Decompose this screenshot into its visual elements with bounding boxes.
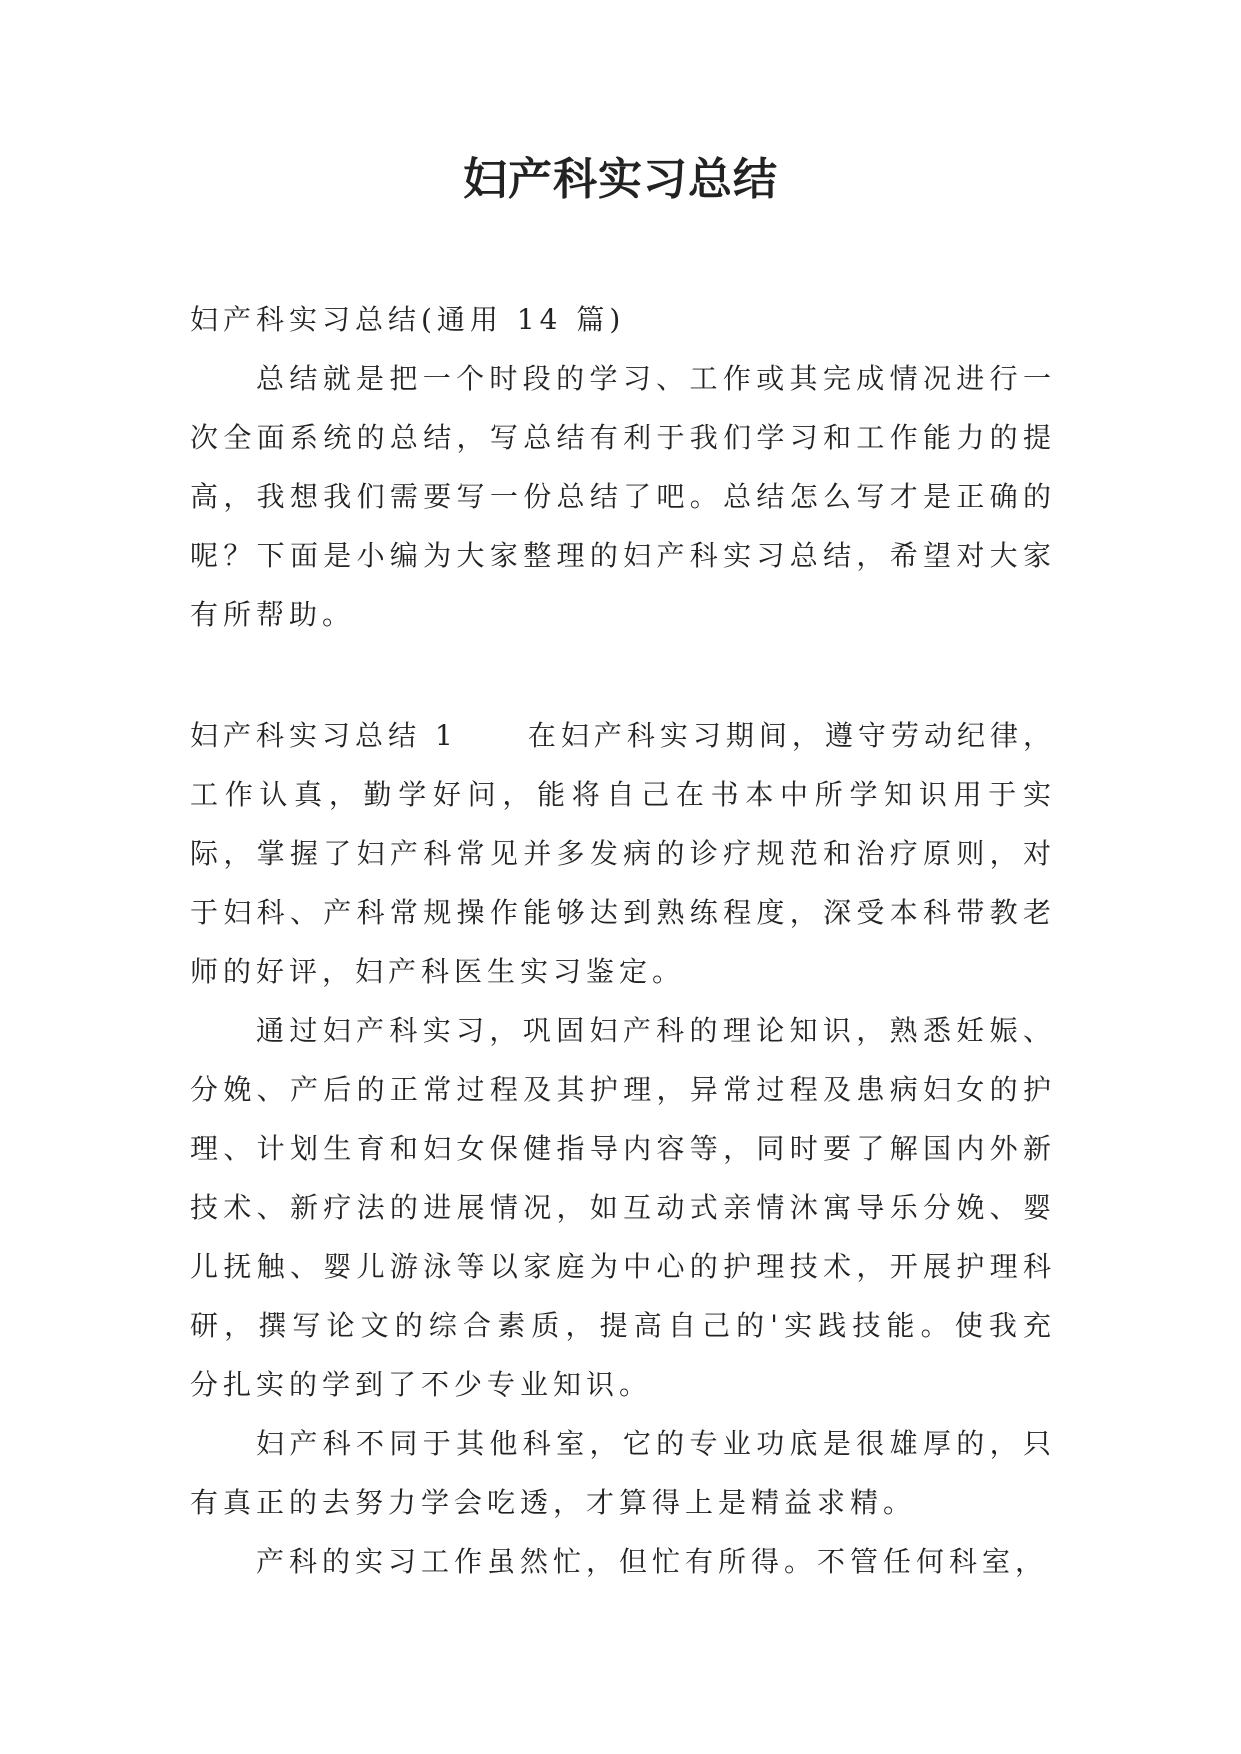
section-1-heading: 妇产科实习总结 1	[190, 719, 458, 752]
section-spacer	[190, 644, 1056, 706]
document-body	[190, 290, 1056, 1591]
section-1-paragraph: 产科的实习工作虽然忙，但忙有所得。不管任何科室，	[256, 1545, 1049, 1578]
document-title: 妇产科实习总结	[463, 154, 778, 205]
intro-paragraph: 总结就是把一个时段的学习、工作或其完成情况进行一次全面系统的总结，写总结有利于我们学习和工作能力的提高，我想我们需要写一份总结了吧。总结怎么写才是正确的呢？下面是小编为大家整理的妇产科实习总结，希望对大家有所帮助。	[190, 362, 1056, 631]
document-subtitle: 妇产科实习总结(通用 14 篇)	[190, 303, 626, 336]
section-1-paragraph: 通过妇产科实习，巩固妇产科的理论知识，熟悉妊娠、分娩、产后的正常过程及其护理，异常过程及患病妇女的护理、计划生育和妇女保健指导内容等，同时要了解国内外新技术、新疗法的进展情况，如互动式亲情沐寓导乐分娩、婴儿抚触、婴儿游泳等以家庭为中心的护理技术，开展护理科研，撰写论文的综合素质，提高自己的'实践技能。使我充分扎实的学到了不少专业知识。	[190, 1014, 1056, 1401]
section-1-paragraph: 妇产科不同于其他科室，它的专业功底是很雄厚的，只有真正的去努力学会吃透，才算得上是精益求精。	[190, 1427, 1056, 1519]
section-1-first-paragraph: 在妇产科实习期间，遵守劳动纪律，工作认真，勤学好问，能将自己在书本中所学知识用于实际，掌握了妇产科常见并多发病的诊疗规范和治疗原则，对于妇科、产科常规操作能够达到熟练程度，深受本科带教老师的好评，妇产科医生实习鉴定。	[190, 719, 1056, 988]
section-1-opening	[190, 706, 1056, 1001]
